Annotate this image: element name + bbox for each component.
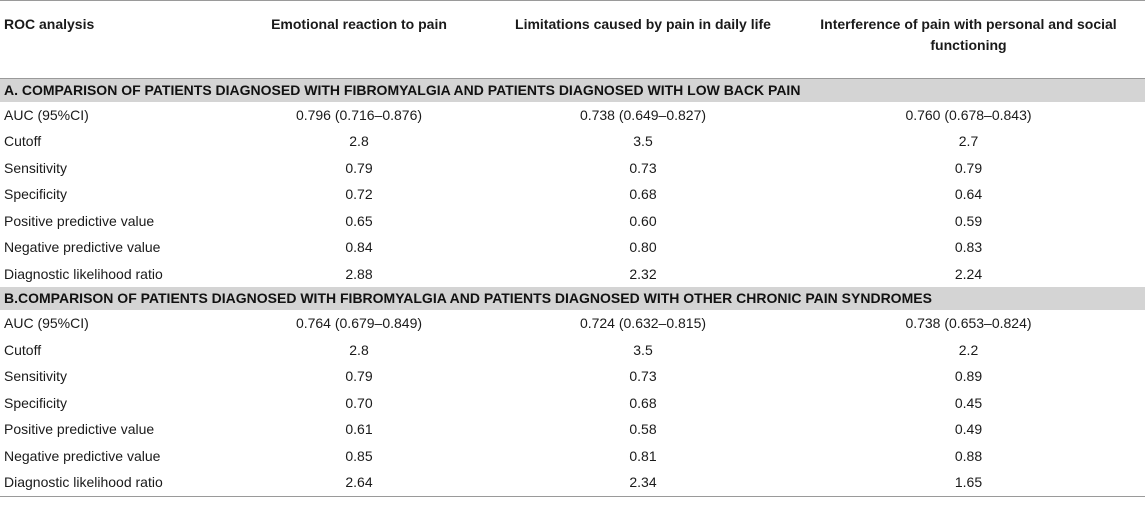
header-spacer: [0, 64, 1145, 79]
interference-value: 2.24: [954, 265, 983, 282]
header-roc-analysis: ROC analysis: [4, 16, 95, 32]
header-row: [0, 1, 1145, 64]
limitations-value: 0.738 (0.649–0.827): [579, 106, 707, 123]
row-label: Diagnostic likelihood ratio: [0, 469, 224, 496]
interference-value: 2.7: [958, 133, 979, 150]
limitations-value: 0.60: [629, 212, 657, 229]
limitations-value: 3.5: [633, 341, 653, 358]
row-label: Diagnostic likelihood ratio: [4, 265, 163, 282]
table-row: [0, 234, 1145, 261]
section-title: B.COMPARISON OF PATIENTS DIAGNOSED WITH FIBROMYALGIA AND PATIENTS DIAGNOSED WITH OTHER CHRONIC PAIN SYNDROMES: [0, 287, 1145, 310]
emotional-reaction-value: 0.79: [345, 159, 373, 176]
section-title: A. COMPARISON OF PATIENTS DIAGNOSED WITH FIBROMYALGIA AND PATIENTS DIAGNOSED WITH LOW BACK PAIN: [0, 78, 1145, 102]
interference-value: 0.45: [954, 394, 983, 411]
interference-value: 1.65: [792, 469, 1145, 496]
row-label: AUC (95%CI): [4, 315, 89, 332]
limitations-value: 0.724 (0.632–0.815): [579, 315, 707, 332]
limitations-value: 2.32: [629, 265, 657, 282]
table-row: [0, 337, 1145, 364]
emotional-reaction-value: 0.79: [345, 368, 373, 385]
row-label: Sensitivity: [4, 159, 68, 176]
table-row: [0, 416, 1145, 443]
table-row: [0, 208, 1145, 235]
limitations-value: 0.73: [629, 368, 657, 385]
row-label: Positive predictive value: [4, 421, 155, 438]
emotional-reaction-value: 0.85: [345, 447, 373, 464]
emotional-reaction-value: 0.72: [345, 186, 373, 203]
table-row: [0, 310, 1145, 337]
table-row: [0, 443, 1145, 470]
table-row: [0, 469, 1145, 496]
limitations-value: 0.68: [629, 394, 657, 411]
emotional-reaction-value: 0.796 (0.716–0.876): [295, 106, 423, 123]
row-label: AUC (95%CI): [4, 106, 89, 123]
section-header: [0, 78, 1145, 102]
row-label: Negative predictive value: [4, 239, 161, 256]
limitations-value: 0.68: [629, 186, 657, 203]
limitations-value: 0.81: [629, 447, 657, 464]
row-label: Specificity: [4, 394, 68, 411]
interference-value: 0.760 (0.678–0.843): [905, 106, 1032, 123]
row-label: Negative predictive value: [4, 447, 161, 464]
interference-value: 0.59: [954, 212, 983, 229]
emotional-reaction-value: 2.88: [345, 265, 373, 282]
interference-value: 0.88: [954, 447, 983, 464]
table-row: [0, 102, 1145, 129]
emotional-reaction-value: 0.70: [345, 394, 373, 411]
table-row: [0, 181, 1145, 208]
interference-value: 0.83: [954, 239, 983, 256]
table-header: [0, 1, 1145, 79]
row-label: Sensitivity: [4, 368, 68, 385]
emotional-reaction-value: 2.8: [349, 341, 369, 358]
interference-value: 0.49: [954, 421, 983, 438]
emotional-reaction-value: 0.764 (0.679–0.849): [295, 315, 423, 332]
table-row: [0, 363, 1145, 390]
interference-value: 0.64: [954, 186, 983, 203]
row-label: Positive predictive value: [4, 212, 155, 229]
limitations-value: 2.34: [494, 469, 792, 496]
interference-value: 2.2: [958, 341, 979, 358]
emotional-reaction-value: 0.84: [345, 239, 373, 256]
interference-value: 0.79: [954, 159, 983, 176]
header-limitations-daily-life: Limitations caused by pain in daily life: [515, 16, 771, 32]
limitations-value: 0.80: [629, 239, 657, 256]
table-row: [0, 261, 1145, 288]
interference-value: 0.738 (0.653–0.824): [905, 315, 1032, 332]
table-body: [0, 78, 1145, 496]
interference-value: 0.89: [954, 368, 983, 385]
row-label: Specificity: [4, 186, 68, 203]
table-row: [0, 390, 1145, 417]
header-interference-functioning: Interference of pain with personal and social functioning: [820, 16, 1117, 53]
emotional-reaction-value: 0.61: [345, 421, 373, 438]
header-emotional-reaction: Emotional reaction to pain: [271, 16, 447, 32]
table-row: [0, 155, 1145, 182]
limitations-value: 0.73: [629, 159, 657, 176]
section-header: [0, 287, 1145, 310]
limitations-value: 0.58: [629, 421, 657, 438]
row-label: Cutoff: [4, 133, 42, 150]
limitations-value: 3.5: [633, 133, 653, 150]
row-label: Cutoff: [4, 341, 42, 358]
table-row: [0, 128, 1145, 155]
emotional-reaction-value: 0.65: [345, 212, 373, 229]
emotional-reaction-value: 2.64: [224, 469, 494, 496]
emotional-reaction-value: 2.8: [349, 133, 369, 150]
